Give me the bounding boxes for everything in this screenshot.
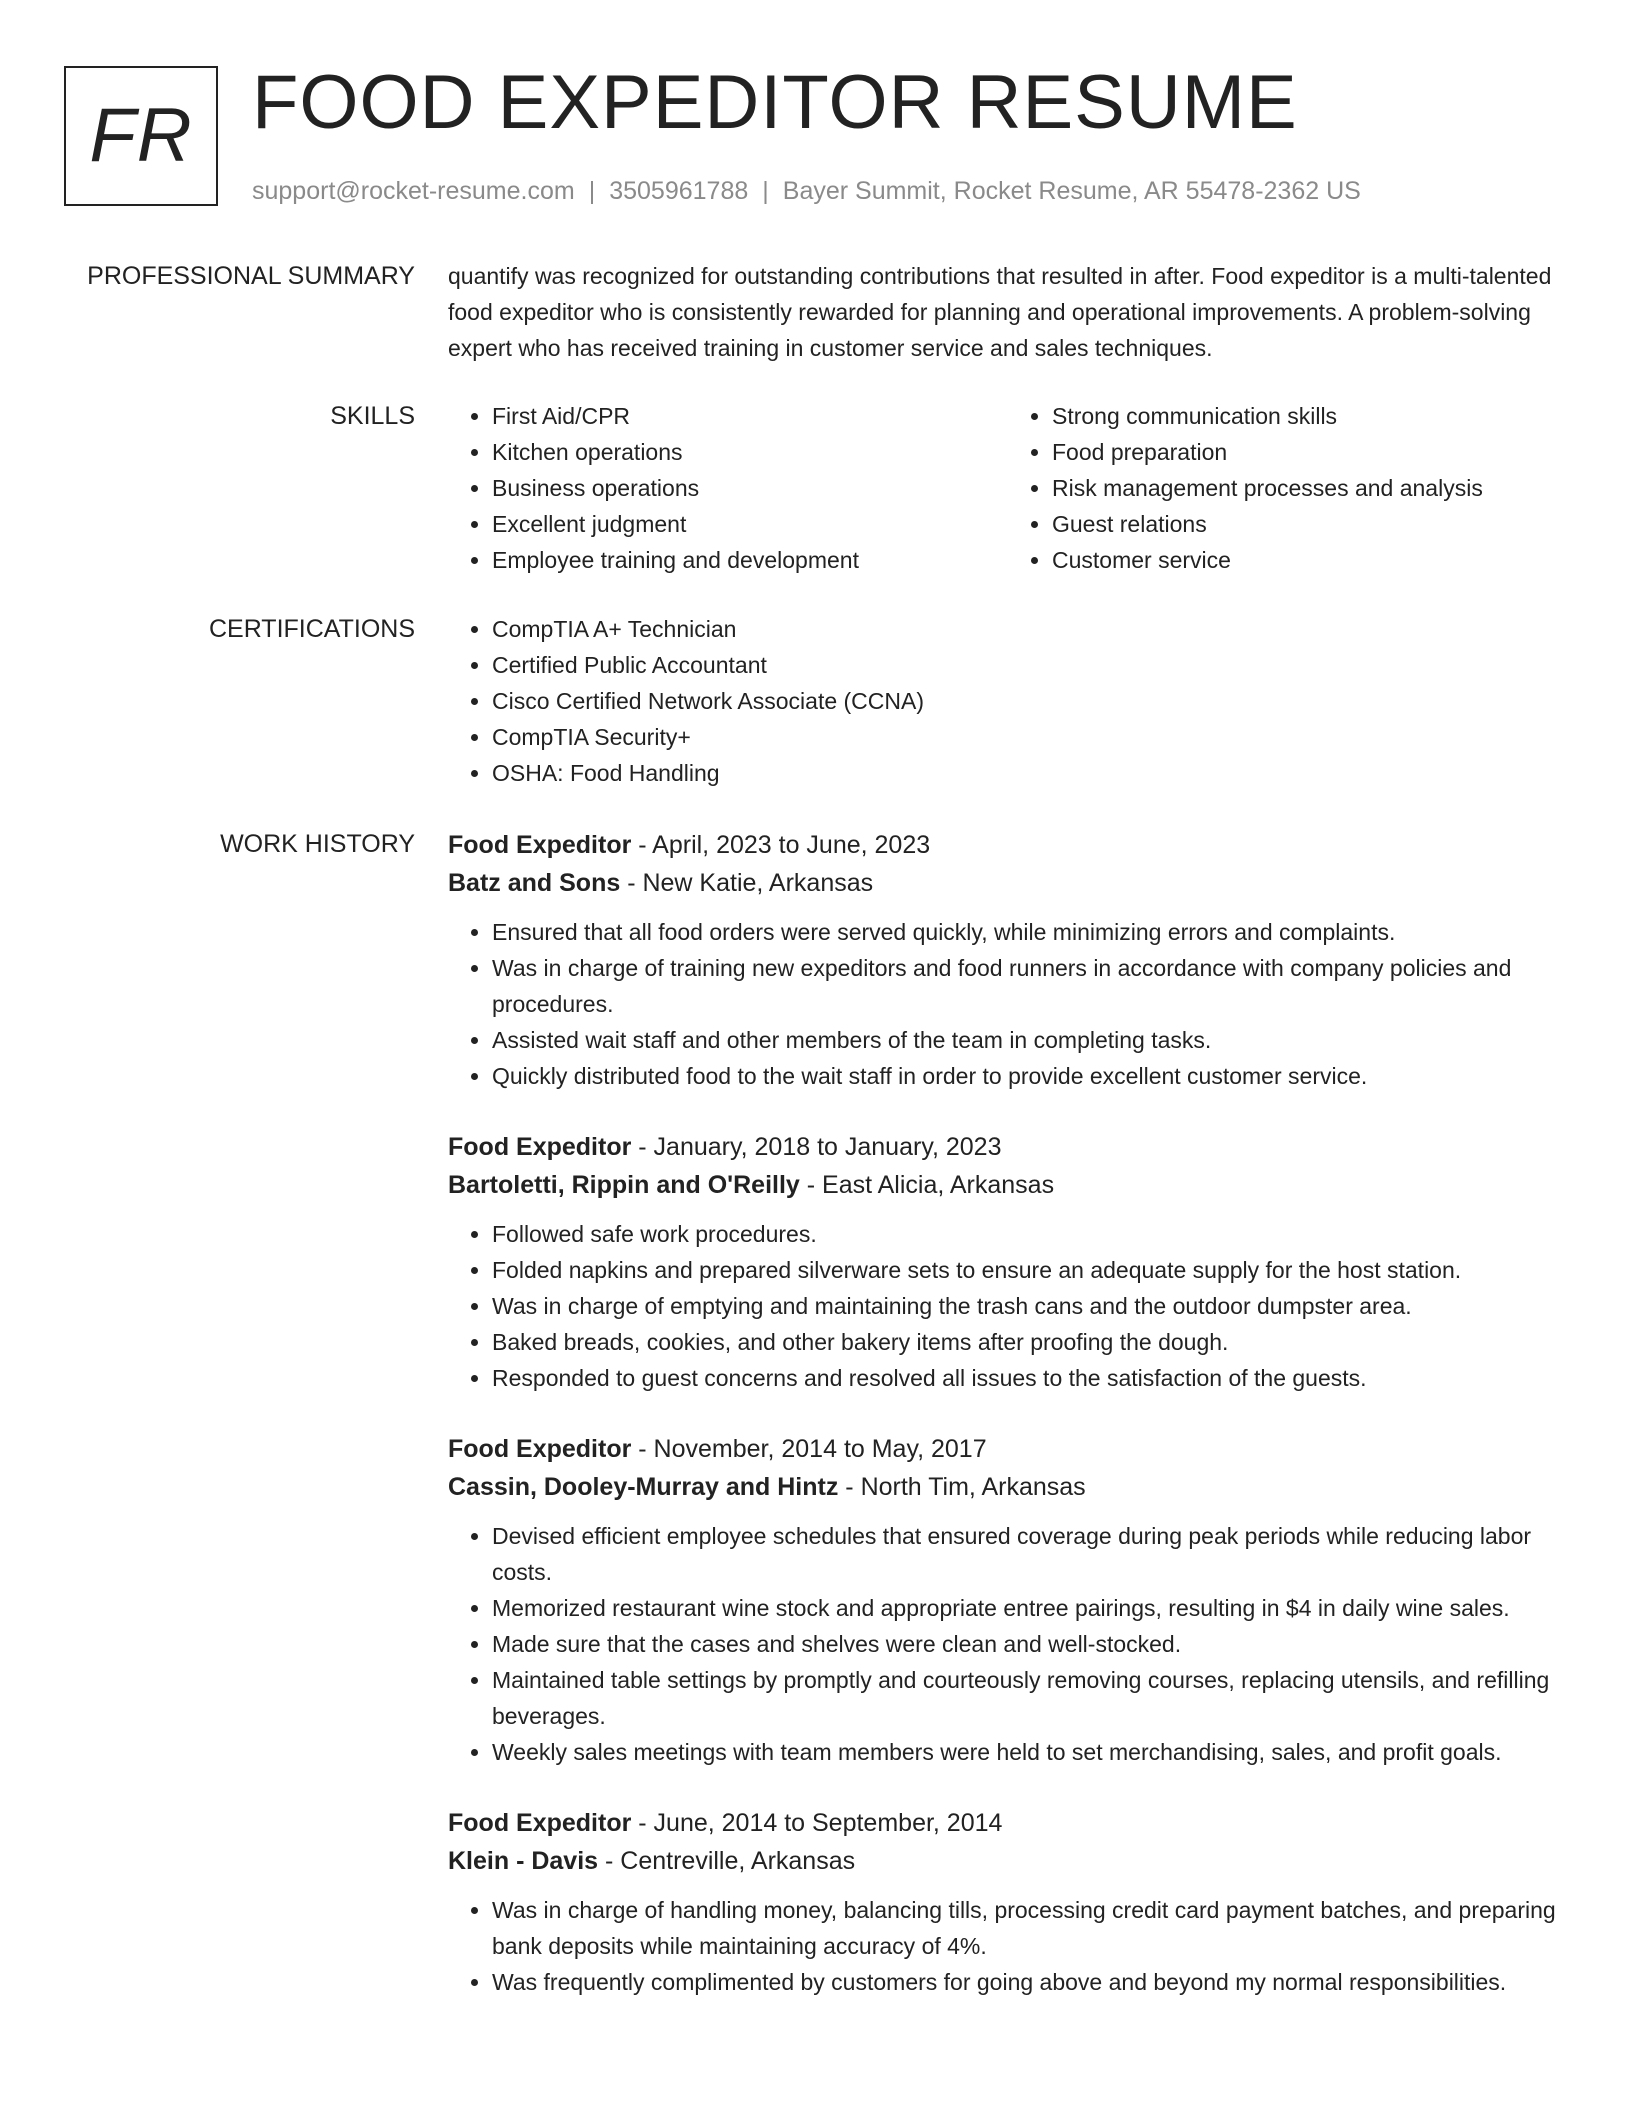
resume-title: FOOD EXPEDITOR RESUME	[252, 60, 1298, 145]
job-dates: - April, 2023 to June, 2023	[631, 831, 931, 859]
job-bullet: • Was in charge of handling money, balancing tills, processing credit card payment batches, and preparing bank deposits while maintaining accuracy of 4%.	[492, 1892, 1568, 1964]
summary-text: quantify was recognized for outstanding contributions that resulted in after. Food expeditor is a multi-talented food expeditor who is consistently rewarded for planning and operational improvements. A problem-solving expert who has received training in customer service and sales techniques.	[448, 263, 1552, 361]
job-title-line	[448, 826, 1568, 864]
job-company: Batz and Sons	[448, 869, 621, 897]
job-bullet: • Baked breads, cookies, and other bakery items after proofing the dough.	[492, 1324, 1568, 1360]
job-bullet: • Followed safe work procedures.	[492, 1216, 1568, 1252]
skill-item: • Excellent judgment	[492, 506, 1008, 542]
job-title-line	[448, 1430, 1568, 1468]
job-bullet: • Responded to guest concerns and resolved all issues to the satisfaction of the guests.	[492, 1360, 1568, 1396]
skills-body	[448, 398, 1568, 578]
job-title: Food Expeditor	[448, 831, 632, 859]
certification-item: • OSHA: Food Handling	[492, 755, 1568, 791]
job-entry	[448, 1430, 1568, 1770]
job-entry	[448, 826, 1568, 1094]
skill-item: • Strong communication skills	[1052, 398, 1568, 434]
job-bullet: • Was frequently complimented by customers for going above and beyond my normal responsibilities.	[492, 1964, 1568, 2000]
job-bullet: • Was in charge of emptying and maintaining the trash cans and the outdoor dumpster area.	[492, 1288, 1568, 1324]
job-location: - North Tim, Arkansas	[838, 1473, 1086, 1501]
job-dates: - January, 2018 to January, 2023	[631, 1133, 1002, 1161]
job-dates: - June, 2014 to September, 2014	[631, 1809, 1003, 1837]
job-location: - East Alicia, Arkansas	[799, 1171, 1055, 1199]
job-company-line	[448, 1468, 1568, 1506]
certification-item: • CompTIA Security+	[492, 719, 1568, 755]
job-title: Food Expeditor	[448, 1435, 632, 1463]
monogram-badge	[64, 66, 218, 206]
job-dates: - November, 2014 to May, 2017	[631, 1435, 987, 1463]
job-bullet: • Was in charge of training new expeditors and food runners in accordance with company policies and procedures.	[492, 950, 1568, 1022]
job-bullet: • Made sure that the cases and shelves were clean and well-stocked.	[492, 1626, 1568, 1662]
skill-item: • Risk management processes and analysis	[1052, 470, 1568, 506]
skill-item: • Guest relations	[1052, 506, 1568, 542]
job-bullets	[448, 1892, 1568, 2000]
job-bullet: • Ensured that all food orders were served quickly, while minimizing errors and complaints.	[492, 914, 1568, 950]
contact-email[interactable]: support@rocket-resume.com	[252, 177, 575, 205]
work-history-body	[448, 826, 1568, 2034]
skill-item: • Employee training and development	[492, 542, 1008, 578]
summary-body	[448, 258, 1568, 366]
job-bullet: • Assisted wait staff and other members of the team in completing tasks.	[492, 1022, 1568, 1058]
contact-separator: |	[762, 177, 769, 205]
monogram-text: FR	[89, 93, 193, 178]
job-bullet: • Memorized restaurant wine stock and appropriate entree pairings, resulting in $4 in daily wine sales.	[492, 1590, 1568, 1626]
job-company-line	[448, 1166, 1568, 1204]
job-bullet: • Devised efficient employee schedules that ensured coverage during peak periods while reducing labor costs.	[492, 1518, 1568, 1590]
job-bullets	[448, 1518, 1568, 1770]
job-bullet: • Maintained table settings by promptly and courteously removing courses, replacing utensils, and refilling beverages.	[492, 1662, 1568, 1734]
certifications-label: CERTIFICATIONS	[208, 615, 415, 643]
job-location: - Centreville, Arkansas	[598, 1847, 856, 1875]
certification-item: • Certified Public Accountant	[492, 647, 1568, 683]
skill-item: • First Aid/CPR	[492, 398, 1008, 434]
job-bullet: • Weekly sales meetings with team members were held to set merchandising, sales, and profit goals.	[492, 1734, 1568, 1770]
job-title-line	[448, 1804, 1568, 1842]
job-company: Bartoletti, Rippin and O'Reilly	[448, 1171, 800, 1199]
work-history-label: WORK HISTORY	[220, 830, 415, 858]
job-bullet: • Folded napkins and prepared silverware sets to ensure an adequate supply for the host station.	[492, 1252, 1568, 1288]
contact-address: Bayer Summit, Rocket Resume, AR 55478-2362 US	[782, 177, 1361, 205]
job-company-line	[448, 1842, 1568, 1880]
job-bullets	[448, 1216, 1568, 1396]
job-company: Klein - Davis	[448, 1847, 599, 1875]
job-bullet: • Quickly distributed food to the wait staff in order to provide excellent customer service.	[492, 1058, 1568, 1094]
contact-separator: |	[588, 177, 596, 205]
skills-grid	[448, 398, 1568, 578]
job-title: Food Expeditor	[448, 1133, 632, 1161]
skills-column-2	[1008, 398, 1568, 578]
certifications-list	[448, 611, 1568, 791]
skill-item: • Business operations	[492, 470, 1008, 506]
job-company-line	[448, 864, 1568, 902]
skills-label: SKILLS	[330, 402, 415, 430]
job-title: Food Expeditor	[448, 1809, 632, 1837]
contact-line	[252, 174, 1361, 208]
job-bullets	[448, 914, 1568, 1094]
skill-item: • Customer service	[1052, 542, 1568, 578]
certification-item: • CompTIA A+ Technician	[492, 611, 1568, 647]
skill-item: • Kitchen operations	[492, 434, 1008, 470]
contact-phone[interactable]: 3505961788	[609, 177, 749, 205]
job-entry	[448, 1128, 1568, 1396]
job-company: Cassin, Dooley-Murray and Hintz	[448, 1473, 839, 1501]
summary-label: PROFESSIONAL SUMMARY	[87, 262, 415, 290]
certifications-body	[448, 611, 1568, 791]
certification-item: • Cisco Certified Network Associate (CCNA)	[492, 683, 1568, 719]
skill-item: • Food preparation	[1052, 434, 1568, 470]
skills-column-1	[448, 398, 1008, 578]
job-title-line	[448, 1128, 1568, 1166]
job-location: - New Katie, Arkansas	[620, 869, 874, 897]
job-entry	[448, 1804, 1568, 2000]
